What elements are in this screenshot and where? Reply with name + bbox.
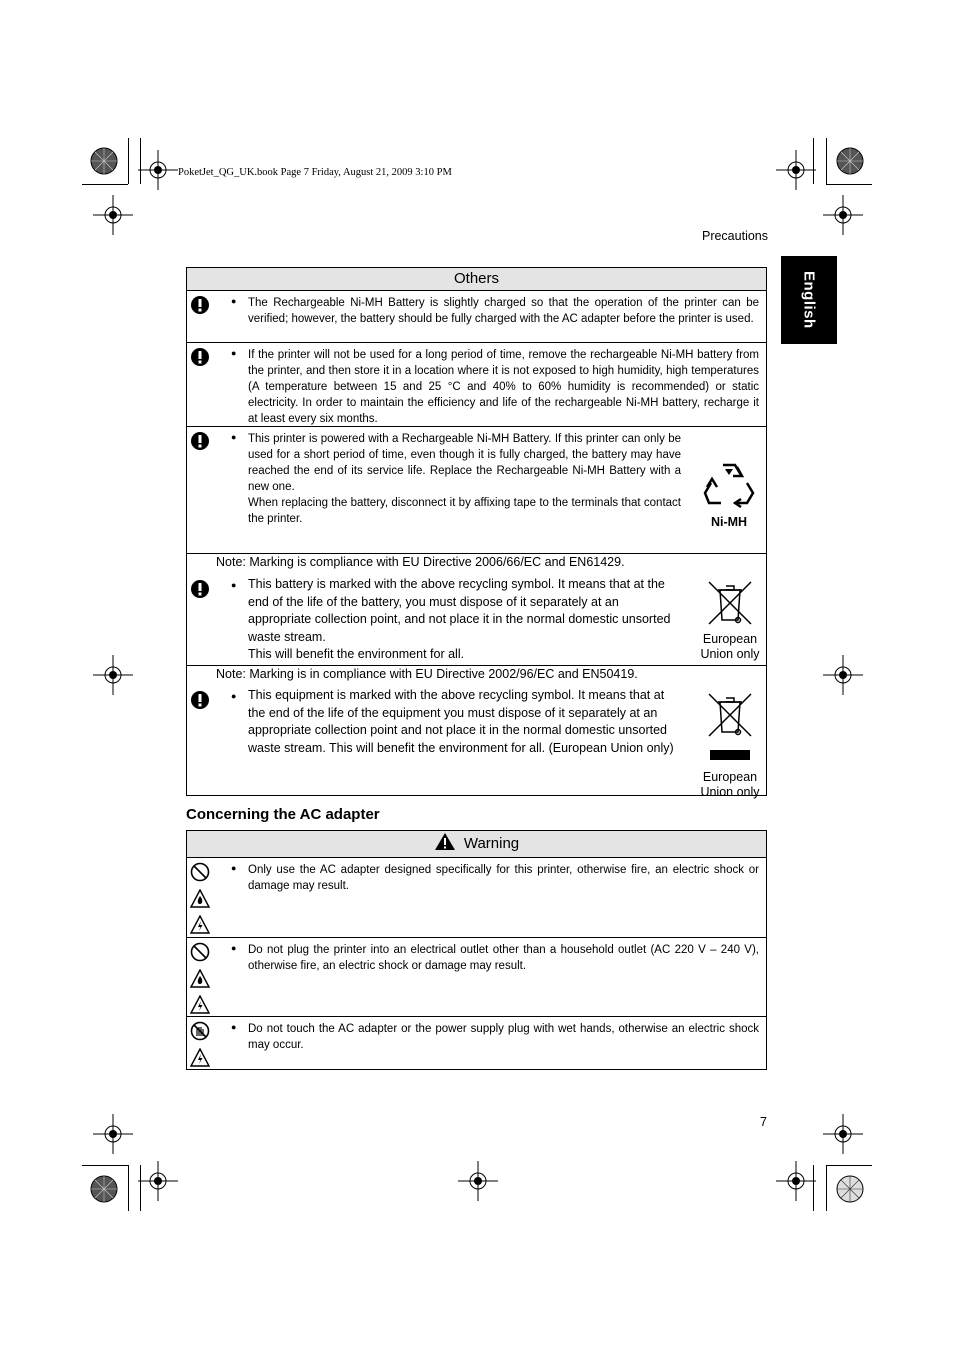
registration-mark-icon <box>89 146 119 176</box>
file-info: PoketJet_QG_UK.book Page 7 Friday, August 21, 2009 3:10 PM <box>178 167 452 178</box>
crosshair-mark-icon <box>823 1114 863 1154</box>
warning-row <box>187 1017 766 1070</box>
bullet: ● <box>231 348 237 358</box>
bullet: ● <box>231 691 237 701</box>
others-title: Others <box>187 268 766 291</box>
nimh-recycle-figure <box>697 459 761 530</box>
fire-warning-icon <box>190 889 210 908</box>
others-row <box>187 666 766 799</box>
no-wet-hands-icon <box>190 1021 210 1041</box>
electric-shock-icon <box>190 995 210 1014</box>
note-2: Note: Marking is in compliance with EU Directive 2002/96/EC and EN50419. <box>216 667 638 681</box>
others-row <box>187 554 766 666</box>
others-item-2: If the printer will not be used for a long period of time, remove the rechargeable Ni-MH battery from the printer, and then store it in a location where it is not exposed to high humidity, high temperatures (A temperature between 15 and 25 °C and 40% to 60% humidity is recommended) or static electricity. In order to maintain the efficiency and life of the rechargeable Ni-MH battery, recharge it at least every six months. <box>248 349 759 425</box>
weee-figure: European Union only <box>696 690 764 800</box>
exclamation-icon <box>190 690 210 710</box>
weee-figure: European Union only <box>696 578 764 662</box>
exclamation-icon <box>190 347 210 367</box>
warning-header: Warning <box>187 831 766 858</box>
registration-mark-icon <box>835 146 865 176</box>
crosshair-mark-icon <box>93 1114 133 1154</box>
note-1: Note: Marking is compliance with EU Directive 2006/66/EC and EN61429. <box>216 555 625 569</box>
electric-shock-icon <box>190 915 210 934</box>
bullet: ● <box>231 580 237 590</box>
crosshair-mark-icon <box>93 655 133 695</box>
crosshair-mark-icon <box>776 150 816 190</box>
running-head: Precautions <box>701 229 768 243</box>
bullet: ● <box>231 432 237 442</box>
crosshair-mark-icon <box>93 195 133 235</box>
exclamation-icon <box>190 295 210 315</box>
language-tab: English <box>781 256 837 344</box>
crosshair-mark-icon <box>458 1161 498 1201</box>
warning-row <box>187 858 766 938</box>
nimh-label: Ni-MH <box>710 515 748 529</box>
bullet: ● <box>231 863 237 873</box>
bullet: ● <box>231 296 237 306</box>
registration-mark-icon <box>835 1174 865 1204</box>
recycle-icon <box>701 459 757 511</box>
crossed-bin-icon <box>705 690 755 740</box>
prohibition-icon <box>190 862 210 882</box>
others-row <box>187 343 766 427</box>
crosshair-mark-icon <box>823 655 863 695</box>
prohibition-icon <box>190 942 210 962</box>
registration-mark-icon <box>89 1174 119 1204</box>
weee-bar <box>710 750 750 760</box>
others-item-5: This equipment is marked with the above recycling symbol. It means that at the end of the life of the equipment you must dispose of it separately at an appropriate collection point and not place it in the normal domestic unsorted waste stream. This will benefit the environment for all. (European Union only) <box>248 688 674 755</box>
warning-item-1: Only use the AC adapter designed specifically for this printer, otherwise fire, an electric shock or damage may result. <box>248 864 759 892</box>
bullet: ● <box>231 943 237 953</box>
electric-shock-icon <box>190 1048 210 1067</box>
crossed-bin-icon <box>705 578 755 628</box>
warning-item-3: Do not touch the AC adapter or the power supply plug with wet hands, otherwise an electric shock may occur. <box>248 1023 759 1051</box>
crosshair-mark-icon <box>823 195 863 235</box>
section-title: Concerning the AC adapter <box>186 806 380 823</box>
others-item-1: The Rechargeable Ni-MH Battery is slightly charged so that the operation of the printer can be verified; however, the battery should be fully charged with the AC adapter before the printer is used. <box>248 297 759 325</box>
exclamation-icon <box>190 579 210 599</box>
warning-item-2: Do not plug the printer into an electrical outlet other than a household outlet (AC 220 V – 240 V), otherwise fire, an electric shock or damage may result. <box>248 944 759 972</box>
crosshair-mark-icon <box>138 150 178 190</box>
page-number: 7 <box>760 1115 767 1129</box>
bullet: ● <box>231 1022 237 1032</box>
others-row <box>187 427 766 554</box>
exclamation-icon <box>190 431 210 451</box>
crosshair-mark-icon <box>776 1161 816 1201</box>
warning-row <box>187 938 766 1017</box>
others-table <box>186 267 767 799</box>
others-row <box>187 291 766 343</box>
fire-warning-icon <box>190 969 210 988</box>
warning-triangle-icon <box>434 832 456 851</box>
others-item-4: This battery is marked with the above recycling symbol. It means that at the end of the life of the battery, you must dispose of it separately at an appropriate collection point, and not place it in the normal domestic unsorted waste stream. This will benefit the environment for all. <box>248 577 671 661</box>
crosshair-mark-icon <box>138 1161 178 1201</box>
others-item-3: This printer is powered with a Rechargeable Ni-MH Battery. If this printer can only be used for a short period of time, even though it is fully charged, the battery may have reached the end of its service life. Replace the Rechargeable Ni-MH Battery with a new one. When replacing the battery, disconnect it by affixing tape to the terminals that contact the printer. <box>248 433 681 525</box>
warning-table <box>186 830 767 1070</box>
